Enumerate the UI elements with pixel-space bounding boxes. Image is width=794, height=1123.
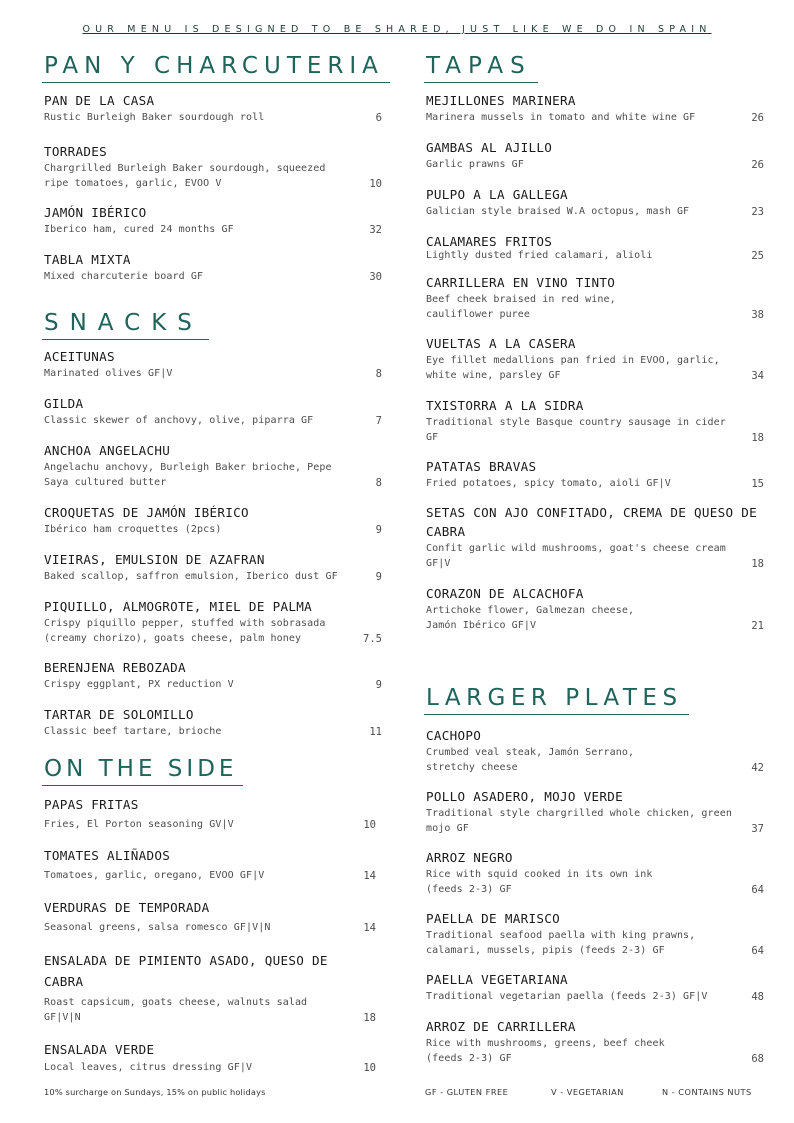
- item-description: Tomatoes, garlic, oregano, EVOO GF|V: [44, 870, 265, 881]
- item-description: Lightly dusted fried calamari, alioli: [426, 250, 653, 261]
- item-price: 9: [375, 524, 382, 536]
- menu-item: [426, 91, 764, 126]
- item-name: CACHOPO: [426, 728, 482, 743]
- menu-item: [426, 848, 764, 897]
- item-name: TABLA MIXTA: [44, 252, 131, 267]
- menu-item: [426, 232, 764, 264]
- item-name: GAMBAS AL AJILLO: [426, 140, 553, 155]
- item-name: PIQUILLO, ALMOGROTE, MIEL DE PALMA: [44, 599, 312, 614]
- item-description: Galician style braised W.A octopus, mash GF: [426, 206, 690, 217]
- menu-item: [426, 970, 764, 1005]
- item-description: Fried potatoes, spicy tomato, aioli GF|V: [426, 478, 671, 489]
- item-name: PATATAS BRAVAS: [426, 459, 537, 474]
- item-price: 11: [369, 726, 382, 738]
- menu-item: [426, 273, 764, 322]
- item-name: PAELLA DE MARISCO: [426, 911, 560, 926]
- item-name: ARROZ DE CARRILLERA: [426, 1019, 576, 1034]
- item-name: GILDA: [44, 396, 84, 411]
- item-name: VERDURAS DE TEMPORADA: [44, 900, 210, 915]
- section-title-pan: PAN Y CHARCUTERIA: [44, 53, 384, 79]
- surcharge-note: 10% surcharge on Sundays, 15% on public holidays: [44, 1087, 266, 1097]
- menu-item: [426, 334, 764, 383]
- item-price: 18: [751, 431, 764, 444]
- item-description: Confit garlic wild mushrooms, goat's cheese cream GF|V: [426, 543, 726, 569]
- item-name: ARROZ NEGRO: [426, 850, 513, 865]
- item-description: Crispy piquillo pepper, stuffed with sobrasada (creamy chorizo), goats cheese, palm honey: [44, 618, 326, 644]
- item-name: VUELTAS A LA CASERA: [426, 336, 576, 351]
- menu-item: [426, 457, 764, 492]
- item-name: TARTAR DE SOLOMILLO: [44, 707, 194, 722]
- item-price: 10: [363, 1062, 376, 1074]
- item-name: PAPAS FRITAS: [44, 797, 139, 812]
- section-title-tapas: TAPAS: [426, 53, 532, 79]
- menu-item: [426, 584, 764, 633]
- menu-item: [426, 138, 764, 173]
- item-description: Iberico ham, cured 24 months GF: [44, 224, 234, 235]
- menu-item: [44, 250, 382, 285]
- menu-item: [44, 503, 382, 538]
- menu-item: [44, 550, 382, 585]
- item-price: 10: [369, 177, 382, 190]
- item-name: CROQUETAS DE JAMÓN IBÉRICO: [44, 505, 249, 520]
- item-name: SETAS CON AJO CONFITADO, CREMA DE QUESO DE CABRA: [426, 505, 758, 539]
- item-description: Roast capsicum, goats cheese, walnuts salad GF|V|N: [44, 997, 308, 1023]
- menu-item: [44, 142, 382, 191]
- item-description: Eye fillet medallions pan fried in EVOO, garlic, white wine, parsley GF: [426, 355, 720, 381]
- item-price: 34: [751, 369, 764, 382]
- item-description: Traditional vegetarian paella (feeds 2-3) GF|V: [426, 991, 708, 1002]
- item-price: 32: [369, 224, 382, 236]
- legend-contains-nuts: N - CONTAINS NUTS: [662, 1087, 752, 1097]
- item-description: Baked scallop, saffron emulsion, Iberico dust GF: [44, 571, 338, 582]
- item-price: 64: [751, 883, 764, 896]
- item-name: TXISTORRA A LA SIDRA: [426, 398, 584, 413]
- item-name: BERENJENA REBOZADA: [44, 660, 186, 675]
- item-price: 14: [363, 870, 376, 882]
- item-description: Artichoke flower, Galmezan cheese, Jamón Ibérico GF|V: [426, 605, 635, 631]
- menu-item: [426, 503, 764, 571]
- item-name: MEJILLONES MARINERA: [426, 93, 576, 108]
- item-price: 38: [751, 308, 764, 321]
- item-description: Rice with squid cooked in its own ink (feeds 2-3) GF: [426, 869, 653, 895]
- menu-item: [44, 441, 382, 490]
- menu-item: [44, 705, 382, 740]
- item-description: Marinera mussels in tomato and white wine GF: [426, 112, 696, 123]
- item-description: Local leaves, citrus dressing GF|V: [44, 1062, 253, 1073]
- item-price: 14: [363, 922, 376, 934]
- menu-item: [44, 203, 382, 238]
- item-description: Ibérico ham croquettes (2pcs): [44, 524, 222, 535]
- menu-item: [426, 396, 764, 445]
- menu-item: [44, 898, 382, 936]
- item-description: Crispy eggplant, PX reduction V: [44, 679, 234, 690]
- item-price: 23: [751, 206, 764, 218]
- item-description: Rustic Burleigh Baker sourdough roll: [44, 112, 265, 123]
- item-price: 6: [375, 112, 382, 124]
- item-price: 30: [369, 271, 382, 283]
- item-price: 7: [375, 415, 382, 427]
- item-name: POLLO ASADERO, MOJO VERDE: [426, 789, 624, 804]
- item-description: Traditional seafood paella with king prawns, calamari, mussels, pipis (feeds 2-3) GF: [426, 930, 696, 956]
- item-description: Fries, El Porton seasoning GV|V: [44, 819, 234, 830]
- item-price: 26: [751, 159, 764, 171]
- item-description: Seasonal greens, salsa romesco GF|V|N: [44, 922, 271, 933]
- menu-item: [44, 846, 382, 884]
- item-name: PAN DE LA CASA: [44, 93, 155, 108]
- item-name: ENSALADA VERDE: [44, 1042, 155, 1057]
- item-description: Classic skewer of anchovy, olive, piparra GF: [44, 415, 314, 426]
- item-price: 37: [751, 822, 764, 835]
- item-name: ANCHOA ANGELACHU: [44, 443, 171, 458]
- item-description: Marinated olives GF|V: [44, 368, 173, 379]
- item-description: Mixed charcuterie board GF: [44, 271, 204, 282]
- item-name: JAMÓN IBÉRICO: [44, 205, 147, 220]
- menu-item: [44, 91, 382, 126]
- item-name: ENSALADA DE PIMIENTO ASADO, QUESO DE CABRA: [44, 953, 328, 989]
- item-description: Traditional style chargrilled whole chicken, green mojo GF: [426, 808, 733, 834]
- item-price: 21: [751, 619, 764, 632]
- item-name: CARRILLERA EN VINO TINTO: [426, 275, 616, 290]
- item-price: 25: [751, 250, 764, 262]
- item-description: Chargrilled Burleigh Baker sourdough, squeezed ripe tomatoes, garlic, EVOO V: [44, 163, 326, 189]
- item-name: TORRADES: [44, 144, 108, 159]
- section-title-snacks: SNACKS: [44, 310, 203, 336]
- menu-item: [44, 394, 382, 429]
- menu-item: [44, 347, 382, 382]
- item-description: Rice with mushrooms, greens, beef cheek (feeds 2-3) GF: [426, 1038, 665, 1064]
- item-price: 15: [751, 478, 764, 490]
- item-name: VIEIRAS, EMULSION DE AZAFRAN: [44, 552, 265, 567]
- item-price: 9: [375, 571, 382, 583]
- item-description: Angelachu anchovy, Burleigh Baker brioche, Pepe Saya cultured butter: [44, 462, 332, 488]
- item-description: Garlic prawns GF: [426, 159, 524, 170]
- item-price: 42: [751, 761, 764, 774]
- menu-item: [44, 950, 382, 1025]
- item-price: 18: [751, 557, 764, 570]
- item-price: 8: [375, 476, 382, 489]
- item-name: PULPO A LA GALLEGA: [426, 187, 568, 202]
- item-name: CALAMARES FRITOS: [426, 234, 553, 249]
- menu-item: [426, 726, 764, 775]
- item-name: CORAZON DE ALCACHOFA: [426, 586, 584, 601]
- item-price: 68: [751, 1052, 764, 1065]
- item-price: 7.5: [363, 632, 382, 645]
- menu-item: [426, 909, 764, 958]
- item-description: Crumbed veal steak, Jamón Serrano, stretchy cheese: [426, 747, 635, 773]
- item-price: 8: [375, 368, 382, 380]
- item-price: 10: [363, 819, 376, 831]
- menu-item: [426, 787, 764, 836]
- item-name: PAELLA VEGETARIANA: [426, 972, 568, 987]
- menu-item: [426, 185, 764, 220]
- item-description: Classic beef tartare, brioche: [44, 726, 222, 737]
- item-price: 18: [363, 1011, 376, 1024]
- item-price: 64: [751, 944, 764, 957]
- legend-vegetarian: V - VEGETARIAN: [551, 1087, 624, 1097]
- section-title-side: ON THE SIDE: [44, 756, 238, 782]
- menu-item: [44, 597, 382, 646]
- item-name: TOMATES ALIÑADOS: [44, 848, 171, 863]
- item-price: 9: [375, 679, 382, 691]
- section-title-larger: LARGER PLATES: [426, 685, 683, 711]
- item-name: ACEITUNAS: [44, 349, 115, 364]
- legend-gluten-free: GF - GLUTEN FREE: [425, 1087, 509, 1097]
- menu-item: [44, 658, 382, 693]
- item-price: 48: [751, 991, 764, 1003]
- menu-item: [44, 795, 382, 833]
- item-description: Beef cheek braised in red wine, cauliflower puree: [426, 294, 616, 320]
- menu-item: [44, 1040, 382, 1076]
- menu-item: [426, 1017, 764, 1066]
- item-price: 26: [751, 112, 764, 124]
- item-description: Traditional style Basque country sausage in cider GF: [426, 417, 726, 443]
- menu-tagline: OUR MENU IS DESIGNED TO BE SHARED, JUST LIKE WE DO IN SPAIN: [82, 24, 712, 35]
